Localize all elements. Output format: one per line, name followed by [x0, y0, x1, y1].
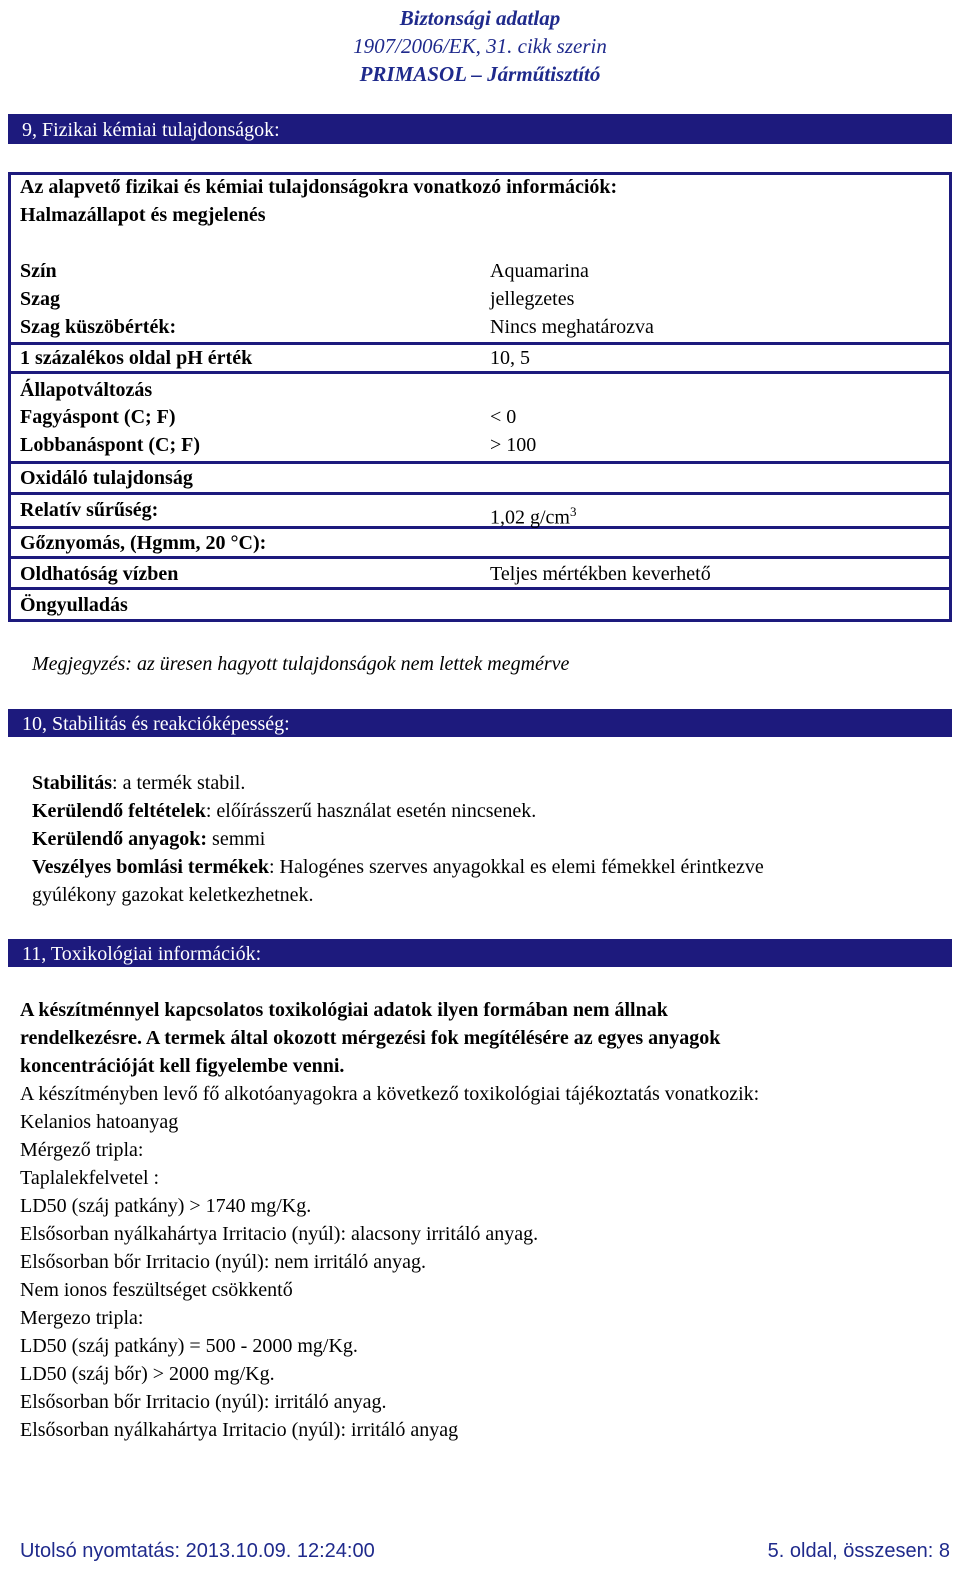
properties-intro: Az alapvető fizikai és kémiai tulajdonságokra vonatkozó információk: [20, 176, 618, 198]
tox-line: Mérgező tripla: [20, 1139, 144, 1161]
solubility-value: Teljes mértékben keverhető [490, 563, 711, 585]
autoignition-label: Öngyulladás [20, 594, 128, 616]
decomposition-line-2: gyúlékony gazokat keletkezhetnek. [32, 884, 314, 906]
freezing-point-label: Fagyáspont (C; F) [20, 406, 176, 428]
flash-point-value: > 100 [490, 434, 537, 456]
tox-line: LD50 (száj patkány) > 1740 mg/Kg. [20, 1195, 312, 1217]
tox-line: Kelanios hatoanyag [20, 1111, 179, 1133]
section-10-heading: 10, Stabilitás és reakcióképesség: [8, 709, 952, 737]
odor-label: Szag [20, 288, 60, 310]
tox-line: LD50 (száj bőr) > 2000 mg/Kg. [20, 1363, 275, 1385]
solubility-label: Oldhatóság vízben [20, 563, 179, 585]
tox-line: A készítményben levő fő alkotóanyagokra a következő toxikológiai tájékoztatás vonatkozik: [20, 1083, 760, 1105]
document-title: Biztonsági adatlap [399, 6, 561, 30]
tox-line: Elsősorban bőr Irritacio (nyúl): irritáló anyag. [20, 1391, 387, 1413]
tox-line: LD50 (száj patkány) = 500 - 2000 mg/Kg. [20, 1335, 358, 1357]
flash-point-label: Lobbanáspont (C; F) [20, 434, 201, 456]
tox-line: Elsősorban nyálkahártya Irritacio (nyúl): alacsony irritáló anyag. [20, 1223, 539, 1245]
tox-line: Nem ionos feszültséget csökkentő [20, 1279, 293, 1301]
oxidizing-label: Oxidáló tulajdonság [20, 467, 193, 489]
last-print-date: Utolsó nyomtatás: 2013.10.09. 12:24:00 [20, 1540, 375, 1562]
table-divider [8, 461, 952, 464]
regulation-reference: 1907/2006/EK, 31. cikk szerin [353, 34, 607, 58]
stability-line: Stabilitás: a termék stabil. [32, 772, 246, 794]
density-exponent: 3 [570, 504, 577, 519]
tox-line: Elsősorban bőr Irritacio (nyúl): nem irritáló anyag. [20, 1251, 426, 1273]
tox-line: Elsősorban nyálkahártya Irritacio (nyúl): irritáló anyag [20, 1419, 459, 1441]
tox-bold-line: A készítménnyel kapcsolatos toxikológiai adatok ilyen formában nem állnak [20, 999, 668, 1021]
section-9-heading: 9, Fizikai kémiai tulajdonságok: [8, 114, 952, 144]
tox-bold-line: koncentrációját kell figyelembe venni. [20, 1055, 345, 1077]
density-value: 1,02 $g/cm^3$ [490, 504, 577, 529]
section-11-heading: 11, Toxikológiai információk: [8, 939, 952, 967]
tox-line: Mergezo tripla: [20, 1307, 144, 1329]
ph-value: 10, 5 [490, 347, 530, 369]
properties-subintro: Halmazállapot és megjelenés [20, 204, 266, 226]
vapor-pressure-label: Gőznyomás, (Hgmm, 20 °C): [20, 532, 267, 554]
odor-value: jellegzetes [490, 288, 575, 310]
ph-label: 1 százalékos oldal pH érték [20, 347, 253, 369]
properties-note: Megjegyzés: az üresen hagyott tulajdonságok nem lettek megmérve [32, 653, 570, 675]
color-value: Aquamarina [490, 260, 589, 282]
tox-line: Taplalekfelvetel : [20, 1167, 160, 1189]
odor-threshold-value: Nincs meghatározva [490, 316, 654, 338]
page-number: 5. oldal, összesen: 8 [767, 1540, 950, 1562]
table-divider [8, 526, 952, 529]
table-divider [8, 492, 952, 495]
color-label: Szín [20, 260, 57, 282]
odor-threshold-label: Szag küszöbérték: [20, 316, 177, 338]
product-name: PRIMASOL – Járműtisztító [359, 62, 601, 86]
materials-line: Kerülendő anyagok: semmi [32, 828, 266, 850]
density-label: Relatív sűrűség: [20, 499, 159, 521]
state-change-label: Állapotváltozás [20, 379, 153, 401]
conditions-line: Kerülendő feltételek: előírásszerű használat esetén nincsenek. [32, 800, 537, 822]
decomposition-line: Veszélyes bomlási termékek: Halogénes szerves anyagokkal es elemi fémekkel érintkezve [32, 856, 764, 878]
tox-bold-line: rendelkezésre. A termek által okozott mérgezési fok megítélésére az egyes anyagok [20, 1027, 721, 1049]
freezing-point-value: < 0 [490, 406, 517, 428]
